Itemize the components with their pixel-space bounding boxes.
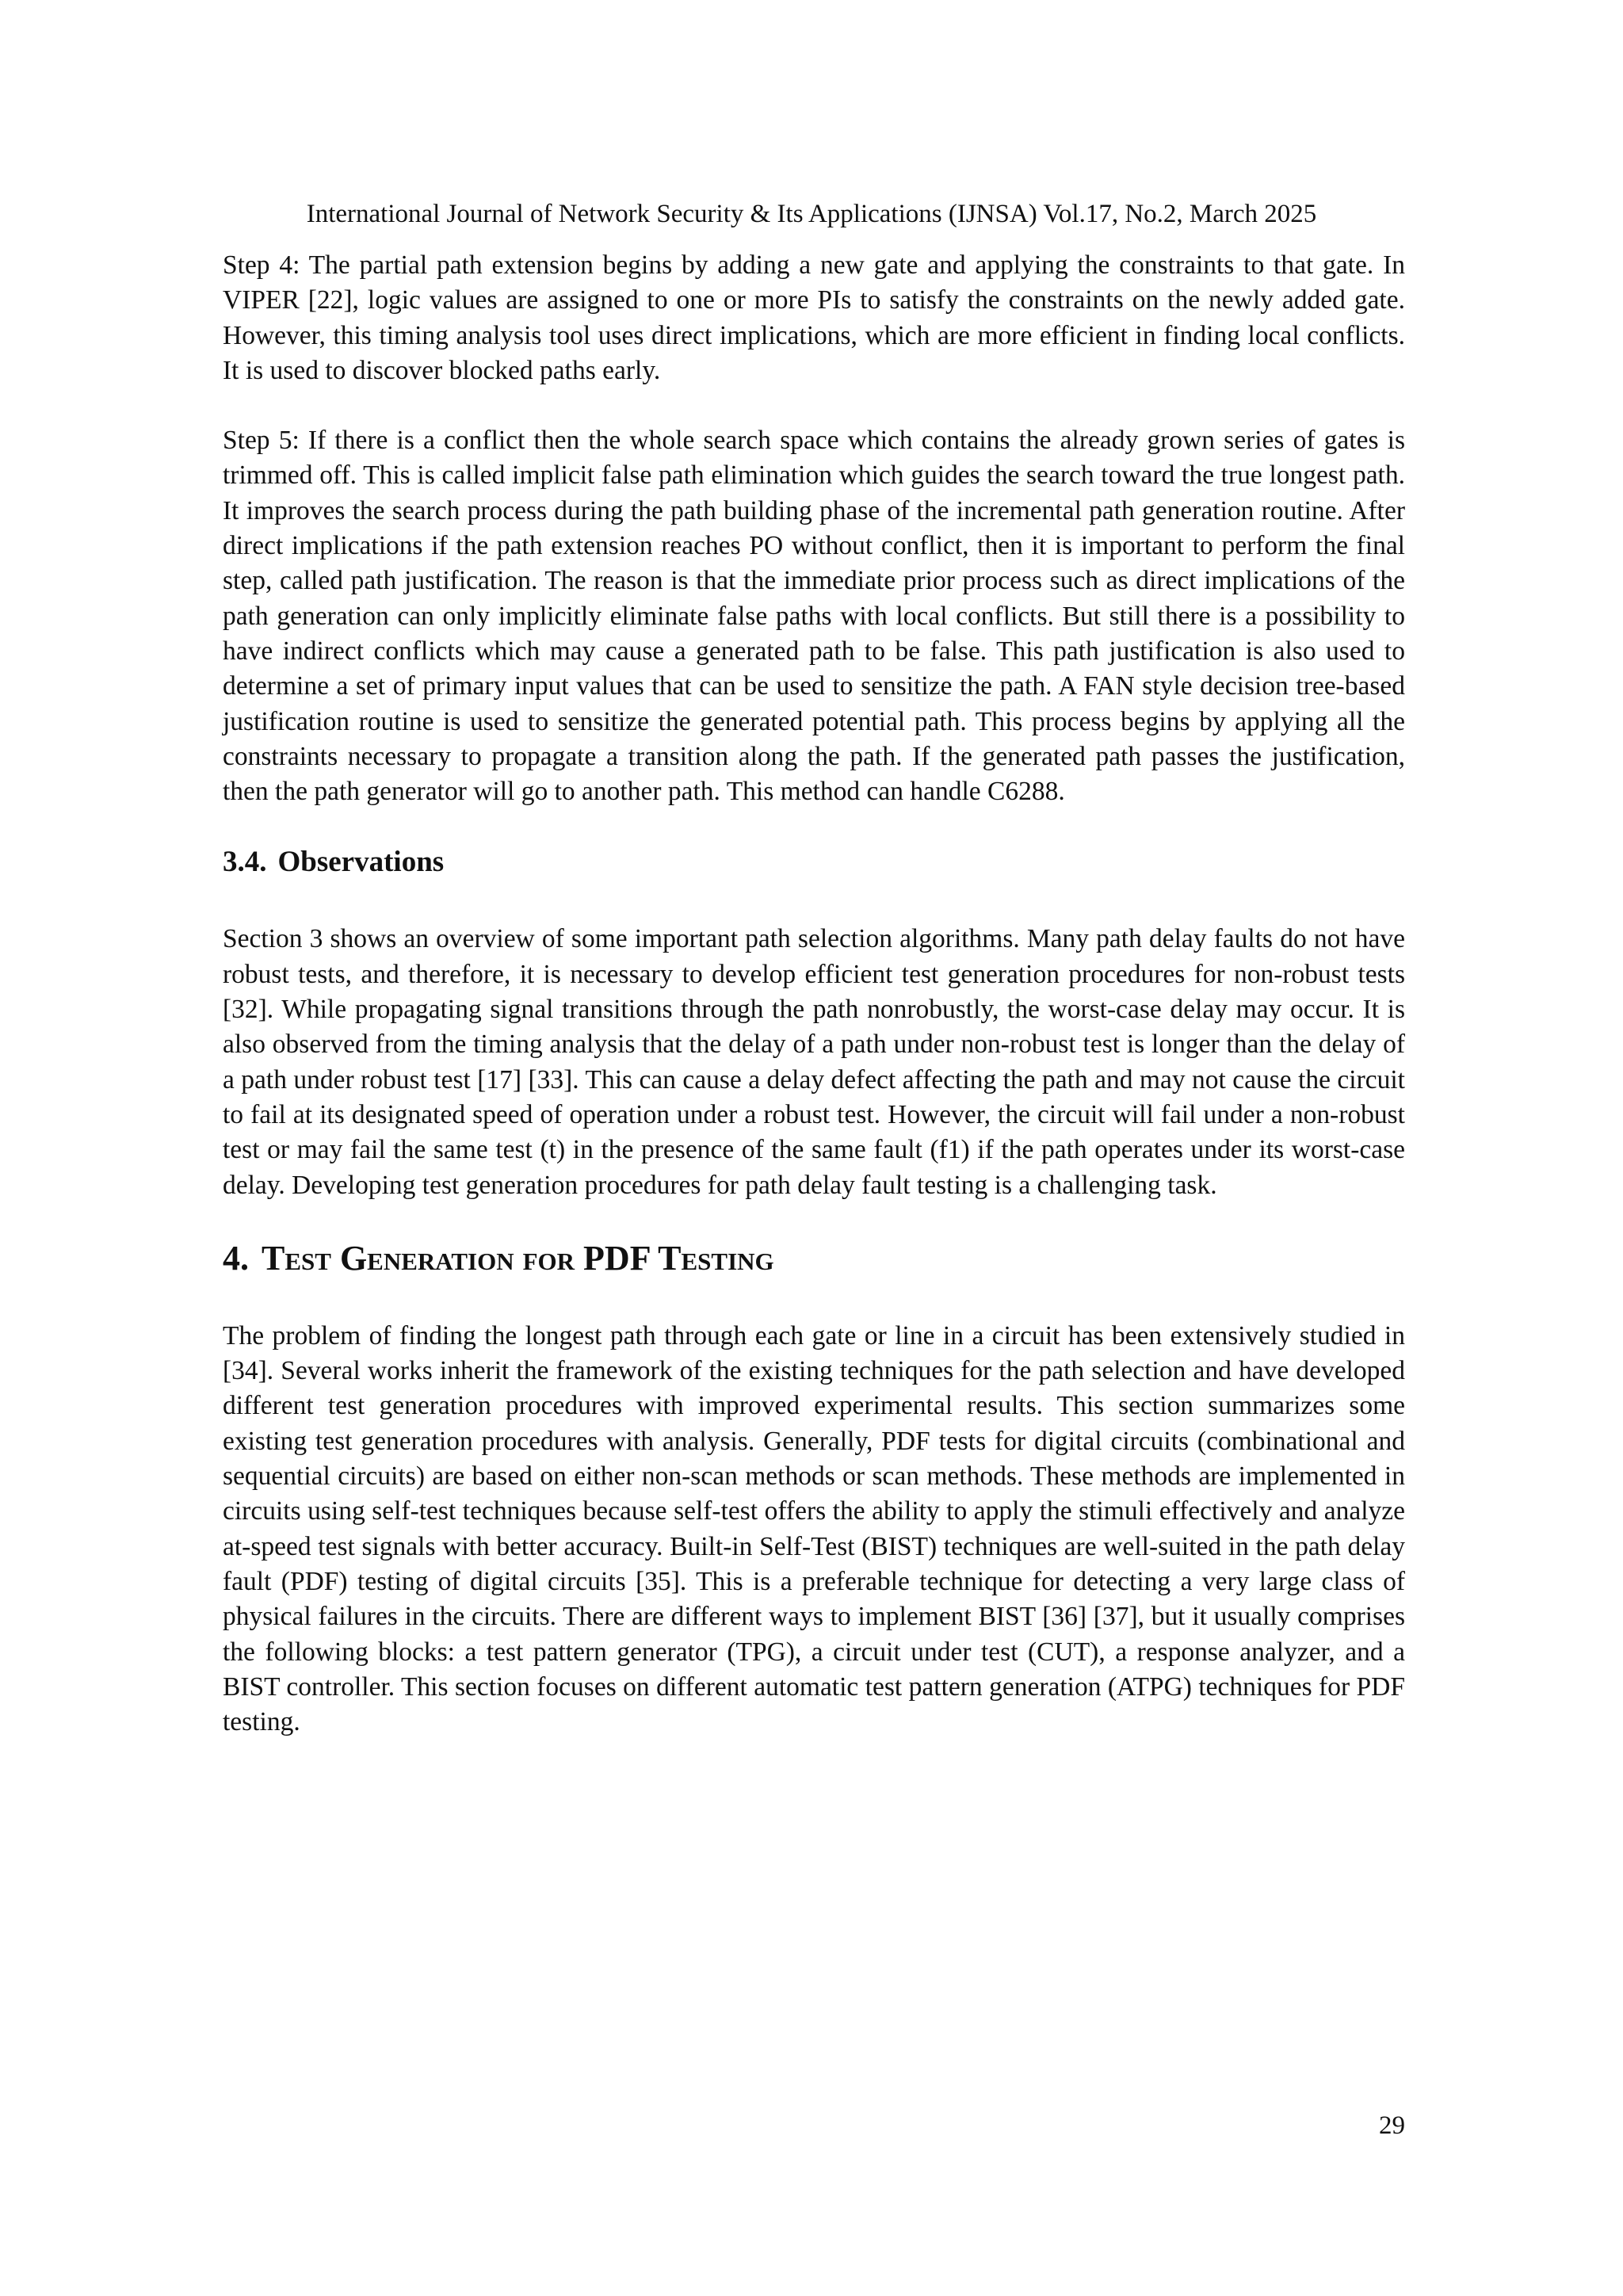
paragraph-section-4-intro: The problem of finding the longest path through each gate or line in a circuit has been extensively studied in [34]. Several works inherit the framework of the existing techniques for the path selection and have developed different test generation procedures with improved experimental results. This section summarizes some existing test generation procedures with analysis. Generally, PDF tests for digital circuits (combinational and sequential circuits) are based on either non-scan methods or scan methods. These methods are implemented in circuits using self-test techniques because self-test offers the ability to apply the stimuli effectively and analyze at-speed test signals with better accuracy. Built-in Self-Test (BIST) techniques are well-suited in the path delay fault (PDF) testing of digital circuits [35]. This is a preferable technique for detecting a very large class of physical failures in the circuits. There are different ways to implement BIST [36] [37], but it usually comprises the following blocks: a test pattern generator (TPG), a circuit under test (CUT), a response analyzer, and a BIST controller. This section focuses on different automatic test pattern generation (ATPG) techniques for PDF testing. xyxy=(223,1320,1405,1737)
section-heading-test-generation xyxy=(223,1238,1405,1279)
running-header: International Journal of Network Security & Its Applications (IJNSA) Vol.17, No.2, March 2025 xyxy=(306,200,1317,228)
paragraph-step-5: Step 5: If there is a conflict then the whole search space which contains the already grown series of gates is trimmed off. This is called implicit false path elimination which guides the search toward the true longest path. It improves the search process during the path building phase of the incremental path generation routine. After direct implications if the path extension reaches PO without conflict, then it is important to perform the final step, called path justification. The reason is that the immediate prior process such as direct implications of the path generation can only implicitly eliminate false paths with local conflicts. But still there is a possibility to have indirect conflicts which may cause a generated path to be false. This path justification is also used to determine a set of primary input values that can be used to sensitize the path. A FAN style decision tree-based justification routine is used to sensitize the generated potential path. This process begins by applying all the constraints necessary to propagate a transition along the path. If the generated path passes the justification, then the path generator will go to another path. This method can handle C6288. xyxy=(223,426,1405,807)
paragraph-observations: Section 3 shows an overview of some important path selection algorithms. Many path delay faults do not have robust tests, and therefore, it is necessary to develop efficient test generation procedures for non-robust tests [32]. While propagating signal transitions through the path nonrobustly, the worst-case delay may occur. It is also observed from the timing analysis that the delay of a path under non-robust test is longer than the delay of a path under robust test [17] [33]. This can cause a delay defect affecting the path and may not cause the circuit to fail at its designated speed of operation under a robust test. However, the circuit will fail under a non-robust test or may fail the same test (t) in the presence of the same fault (f1) if the path operates under its worst-case delay. Developing test generation procedures for path delay fault testing is a challenging task. xyxy=(223,924,1405,1200)
main-text xyxy=(223,248,1405,1775)
section-title: Test Generation for PDF Testing xyxy=(262,1238,774,1278)
subsection-title: Observations xyxy=(277,846,445,879)
page-number: 29 xyxy=(1379,2111,1405,2140)
section-number: 4. xyxy=(223,1238,249,1278)
subsection-number: 3.4. xyxy=(223,846,267,879)
subsection-heading-observations xyxy=(223,844,1405,881)
paragraph-step-4: Step 4: The partial path extension begins by adding a new gate and applying the constraints to that gate. In VIPER [22], logic values are assigned to one or more PIs to satisfy the constraints on the newly added gate. However, this timing analysis tool uses direct implications, which are more efficient in finding local conflicts. It is used to discover blocked paths early. xyxy=(223,250,1405,385)
